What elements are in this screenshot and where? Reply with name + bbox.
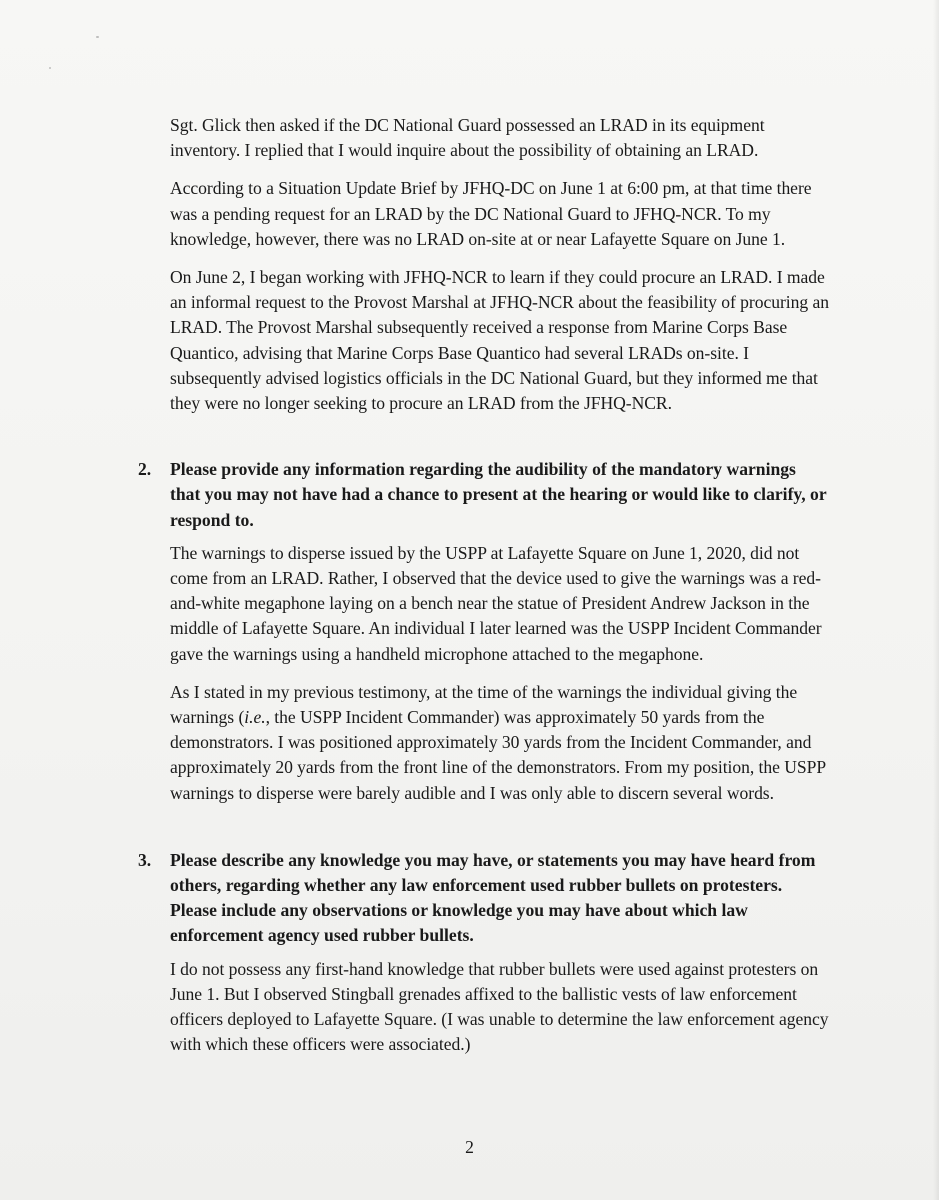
answer-2-text-start: As I stated in my previous testimony, at the time of the warnings the individual giving the warnings ( <box>170 681 798 728</box>
question-3-number: 3. <box>138 849 152 870</box>
scan-speck <box>96 36 99 38</box>
paragraph-situation-update: According to a Situation Update Brief by JFHQ-DC on June 1 at 6:00 pm, at that time there was a pending request for an LRAD by the DC National Guard to JFHQ-NCR. To my knowledge, however, there was no LRAD on-site at or near Lafayette Square on June 1. <box>170 178 812 249</box>
paragraph-lrad-inquiry: Sgt. Glick then asked if the DC National Guard possessed an LRAD in its equipment inventory. I replied that I would inquire about the possibility of obtaining an LRAD. <box>170 115 765 161</box>
answer-2-italic-ie: i.e. <box>244 707 266 728</box>
question-3 <box>138 848 830 949</box>
question-3-text: Please describe any knowledge you may have, or statements you may have heard from others, regarding whether any law enforcement used rubber bullets on protesters. Please include any observations or knowledge you may have about which law enforcement agency used rubber bullets. <box>170 849 816 946</box>
document-body <box>138 113 830 1071</box>
page-number: 2 <box>465 1137 474 1157</box>
question-2-text: Please provide any information regarding the audibility of the mandatory warnings that you may not have had a chance to present at the hearing or would like to clarify, or respond to. <box>170 459 827 530</box>
answer-2-megaphone: The warnings to disperse issued by the USPP at Lafayette Square on June 1, 2020, did not come from an LRAD. Rather, I observed that the device used to give the warnings was a red-and-white megaphone laying on a bench near the statue of President Andrew Jackson in the middle of Lafayette Square. An individual I later learned was the USPP Incident Commander gave the warnings using a handheld microphone attached to the megaphone. <box>170 542 822 664</box>
scan-speck <box>49 67 51 69</box>
answer-2-text-end: , the USPP Incident Commander) was approximately 50 yards from the demonstrators. I was positioned approximately 30 yards from the Incident Commander, and approximately 20 yards from the front line of the demonstrators. From my position, the USPP warnings to disperse were barely audible and I was only able to discern several words. <box>170 707 826 803</box>
paragraph-june-2-procurement: On June 2, I began working with JFHQ-NCR to learn if they could procure an LRAD. I made an informal request to the Provost Marshal at JFHQ-NCR about the feasibility of procuring an LRAD. The Provost Marshal subsequently received a response from Marine Corps Base Quantico, advising that Marine Corps Base Quantico had several LRADs on-site. I subsequently advised logistics officials in the DC National Guard, but they informed me that they were no longer seeking to procure an LRAD from the JFHQ-NCR. <box>170 267 829 414</box>
answer-2-audibility <box>170 680 830 806</box>
question-2 <box>138 457 830 533</box>
answer-3-stingball: I do not possess any first-hand knowledge that rubber bullets were used against protesters on June 1. But I observed Stingball grenades affixed to the ballistic vests of law enforcement officers deployed to Lafayette Square. (I was unable to determine the law enforcement agency with which these officers were associated.) <box>170 958 829 1055</box>
question-2-number: 2. <box>138 459 152 480</box>
page-edge-shadow <box>933 0 939 1200</box>
